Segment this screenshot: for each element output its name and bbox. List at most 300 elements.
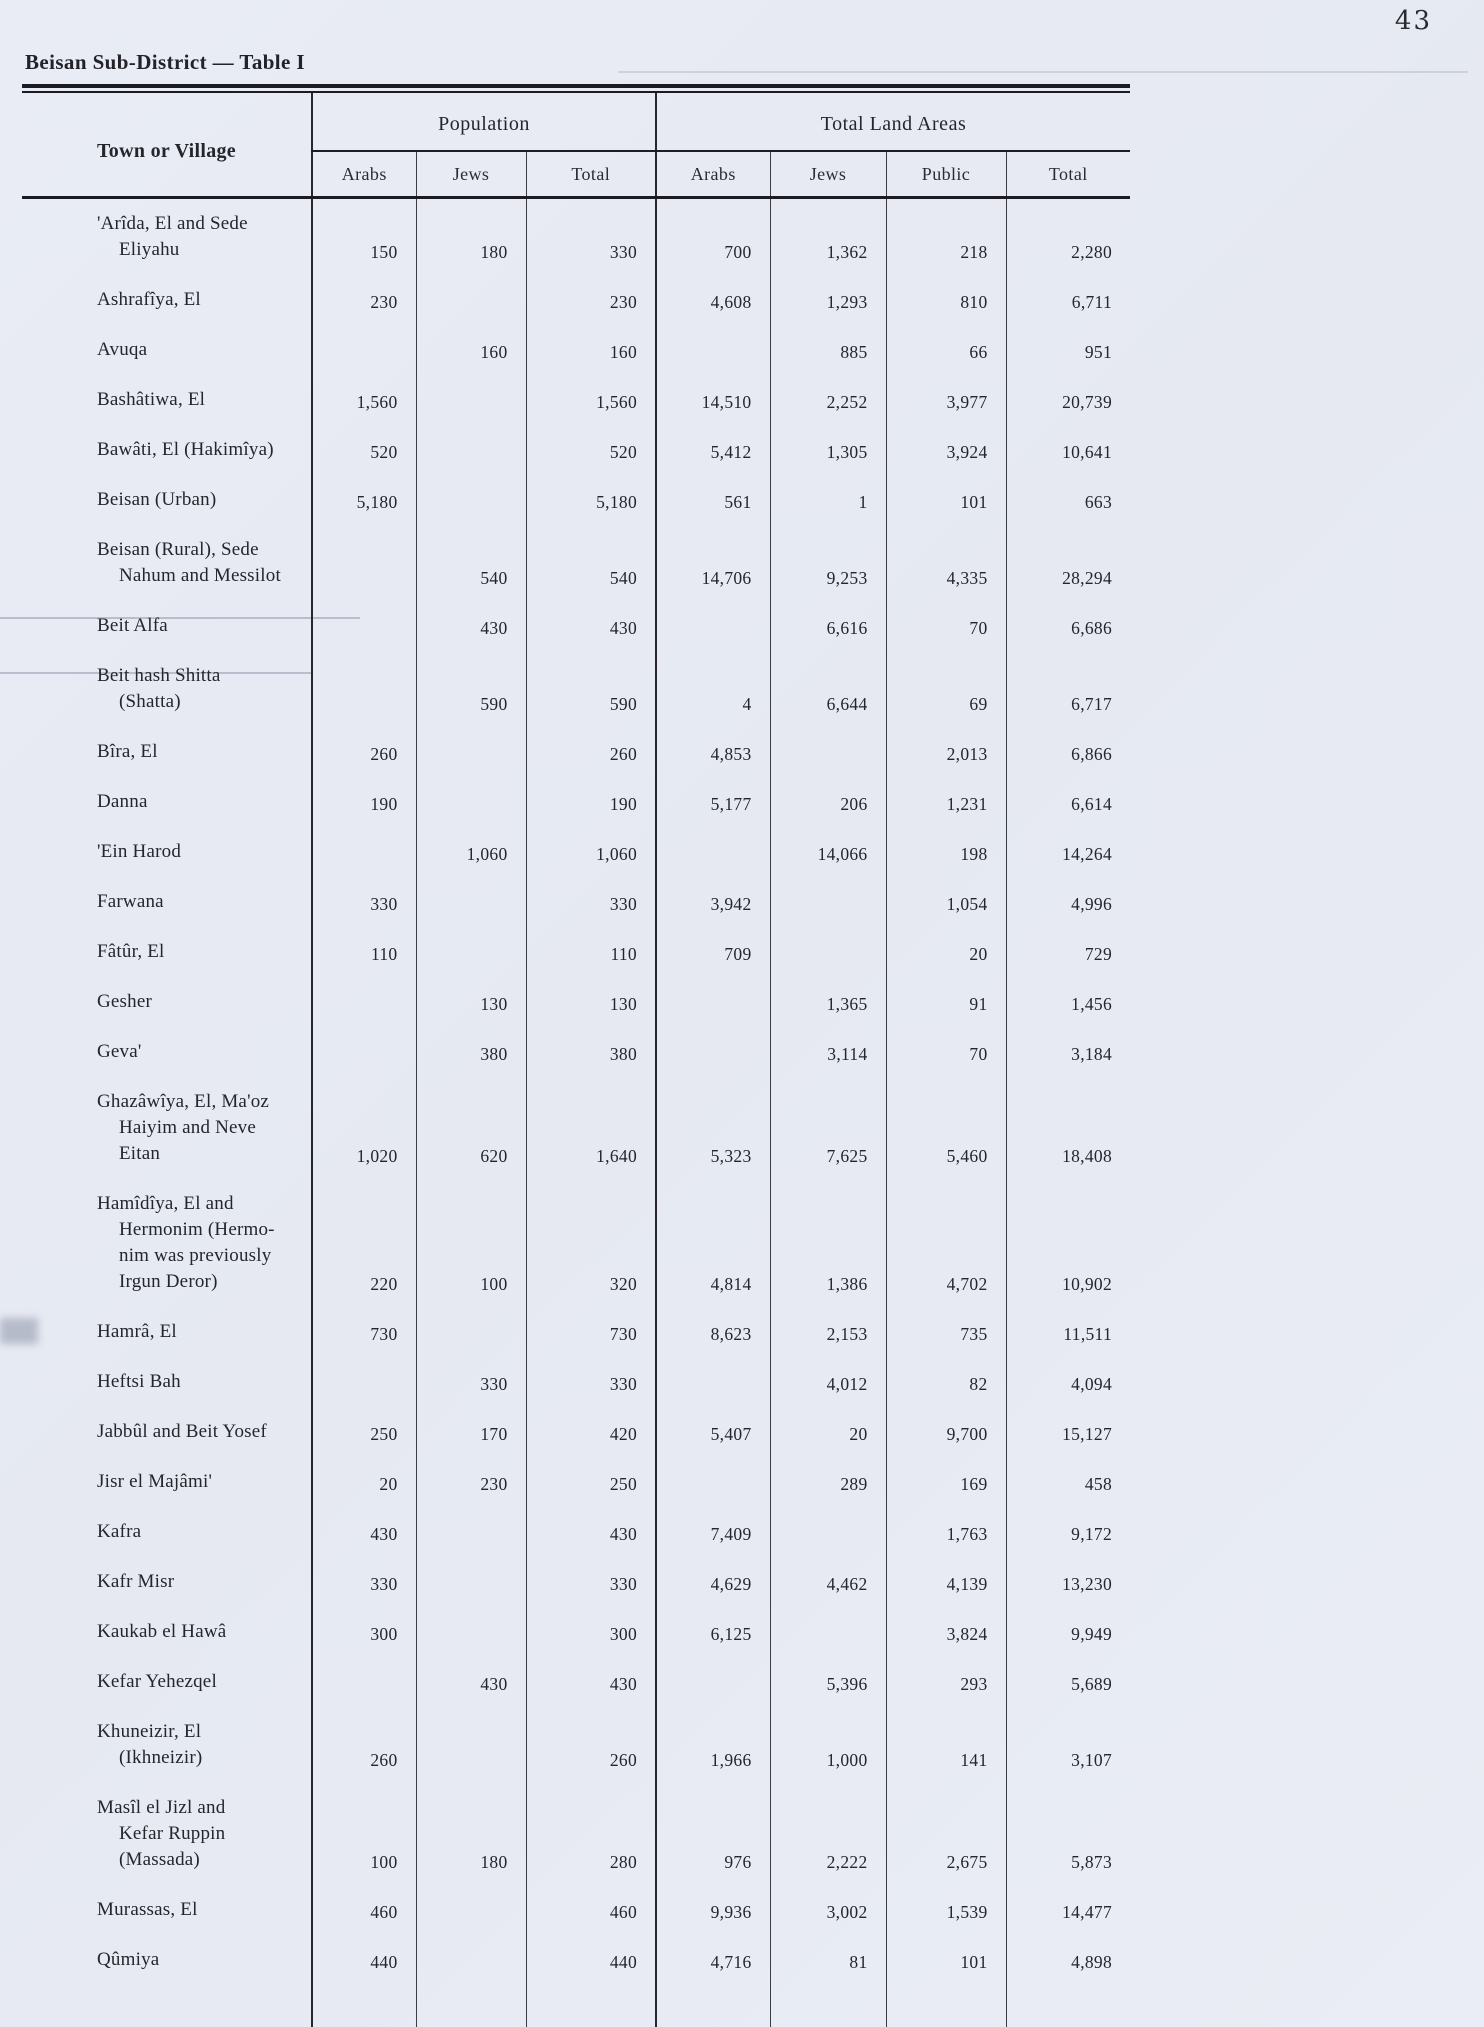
value-cell: 5,412: [656, 425, 770, 475]
town-name-line: Jabbûl and Beit Yosef: [97, 1421, 267, 1442]
value-cell: 81: [770, 1935, 886, 1985]
value-cell: 260: [312, 727, 416, 777]
page-title: Beisan Sub-District — Table I: [25, 50, 305, 74]
town-name-line: Murassas, El: [97, 1899, 198, 1920]
spacer-cell: [656, 1985, 770, 2027]
town-name-cell: [22, 1407, 312, 1457]
value-cell: 730: [526, 1307, 656, 1357]
value-cell: 10,641: [1006, 425, 1130, 475]
value-cell: 280: [526, 1783, 656, 1885]
value-cell: 1,539: [886, 1885, 1006, 1935]
table-row: [22, 651, 1130, 727]
value-cell: 9,700: [886, 1407, 1006, 1457]
value-cell: 6,644: [770, 651, 886, 727]
value-cell: [416, 727, 526, 777]
value-cell: [416, 1885, 526, 1935]
town-name-cell: [22, 1027, 312, 1077]
value-cell: 1,305: [770, 425, 886, 475]
value-cell: 5,177: [656, 777, 770, 827]
town-name-line: Kafra: [97, 1521, 142, 1542]
value-cell: 430: [416, 1657, 526, 1707]
value-cell: 330: [526, 877, 656, 927]
value-cell: 590: [526, 651, 656, 727]
district-table: [22, 93, 1130, 2027]
value-cell: 540: [416, 525, 526, 601]
value-cell: 220: [312, 1179, 416, 1307]
town-name-cell: [22, 777, 312, 827]
value-cell: 4,462: [770, 1557, 886, 1607]
value-cell: 885: [770, 325, 886, 375]
value-cell: [416, 1557, 526, 1607]
table-row: [22, 198, 1130, 276]
value-cell: [416, 1707, 526, 1783]
value-cell: 6,125: [656, 1607, 770, 1657]
value-cell: [416, 1507, 526, 1557]
value-cell: 729: [1006, 927, 1130, 977]
value-cell: 1: [770, 475, 886, 525]
town-name-line: Hermonim (Hermo-: [119, 1219, 275, 1240]
value-cell: 190: [526, 777, 656, 827]
value-cell: [312, 651, 416, 727]
value-cell: 330: [526, 198, 656, 276]
value-cell: [416, 475, 526, 525]
value-cell: 9,253: [770, 525, 886, 601]
value-cell: 330: [312, 1557, 416, 1607]
table-region: [22, 50, 1130, 2027]
value-cell: 4,853: [656, 727, 770, 777]
table-row: [22, 727, 1130, 777]
value-cell: 14,066: [770, 827, 886, 877]
value-cell: 198: [886, 827, 1006, 877]
spacer-cell: [770, 1985, 886, 2027]
value-cell: 4,814: [656, 1179, 770, 1307]
value-cell: 5,460: [886, 1077, 1006, 1179]
town-name-line: Kafr Misr: [97, 1571, 175, 1592]
value-cell: 10,902: [1006, 1179, 1130, 1307]
spacer-cell: [312, 1985, 416, 2027]
value-cell: 4: [656, 651, 770, 727]
value-cell: 330: [526, 1557, 656, 1607]
table-row: [22, 601, 1130, 651]
value-cell: 6,866: [1006, 727, 1130, 777]
town-name-cell: [22, 1657, 312, 1707]
value-cell: 230: [312, 275, 416, 325]
town-name-cell: [22, 198, 312, 276]
value-cell: 4,608: [656, 275, 770, 325]
table-row: [22, 1027, 1130, 1077]
table-row: [22, 1607, 1130, 1657]
value-cell: 2,222: [770, 1783, 886, 1885]
value-cell: 1,231: [886, 777, 1006, 827]
town-name-line: (Ikhneizir): [119, 1747, 203, 1768]
town-name-line: Farwana: [97, 891, 164, 912]
value-cell: 1,060: [526, 827, 656, 877]
value-cell: 14,706: [656, 525, 770, 601]
value-cell: 5,689: [1006, 1657, 1130, 1707]
value-cell: 1,560: [312, 375, 416, 425]
town-name-line: Jisr el Majâmi': [97, 1471, 213, 1492]
town-name-line: Ghazâwîya, El, Ma'oz: [97, 1091, 270, 1112]
town-name-cell: [22, 1935, 312, 1985]
value-cell: 3,977: [886, 375, 1006, 425]
town-name-cell: [22, 1179, 312, 1307]
town-name-cell: [22, 1607, 312, 1657]
value-cell: 5,180: [312, 475, 416, 525]
value-cell: 5,873: [1006, 1783, 1130, 1885]
value-cell: 663: [1006, 475, 1130, 525]
value-cell: 160: [526, 325, 656, 375]
value-cell: 230: [526, 275, 656, 325]
value-cell: 4,335: [886, 525, 1006, 601]
town-name-line: Fâtûr, El: [97, 941, 165, 962]
value-cell: 561: [656, 475, 770, 525]
town-name-line: Heftsi Bah: [97, 1371, 181, 1392]
value-cell: 110: [312, 927, 416, 977]
value-cell: 460: [526, 1885, 656, 1935]
value-cell: 440: [312, 1935, 416, 1985]
table-row: [22, 1077, 1130, 1179]
town-name-line: Irgun Deror): [119, 1271, 218, 1292]
value-cell: [416, 425, 526, 475]
value-cell: 380: [526, 1027, 656, 1077]
table-row: [22, 525, 1130, 601]
town-name-line: Eitan: [119, 1143, 161, 1164]
value-cell: 300: [526, 1607, 656, 1657]
value-cell: 289: [770, 1457, 886, 1507]
town-name-line: (Shatta): [119, 691, 181, 712]
value-cell: 130: [416, 977, 526, 1027]
column-header-land-arabs: Arabs: [656, 151, 770, 198]
value-cell: 169: [886, 1457, 1006, 1507]
group-header-population: Population: [312, 93, 656, 151]
spacer-cell: [886, 1985, 1006, 2027]
value-cell: 2,153: [770, 1307, 886, 1357]
value-cell: 82: [886, 1357, 1006, 1407]
table-row: [22, 1179, 1130, 1307]
value-cell: [656, 977, 770, 1027]
table-row: [22, 877, 1130, 927]
value-cell: 3,107: [1006, 1707, 1130, 1783]
value-cell: 6,711: [1006, 275, 1130, 325]
table-row: [22, 1407, 1130, 1457]
town-name-line: Bashâtiwa, El: [97, 389, 206, 410]
value-cell: 9,172: [1006, 1507, 1130, 1557]
value-cell: 13,230: [1006, 1557, 1130, 1607]
town-name-cell: [22, 651, 312, 727]
value-cell: [312, 1357, 416, 1407]
value-cell: 976: [656, 1783, 770, 1885]
table-header: [22, 93, 1130, 198]
value-cell: 9,936: [656, 1885, 770, 1935]
value-cell: 1,640: [526, 1077, 656, 1179]
town-name-cell: [22, 1077, 312, 1179]
value-cell: 330: [416, 1357, 526, 1407]
value-cell: 100: [312, 1783, 416, 1885]
town-name-cell: [22, 877, 312, 927]
town-name-cell: [22, 1783, 312, 1885]
value-cell: 141: [886, 1707, 1006, 1783]
town-name-line: Gesher: [97, 991, 153, 1012]
value-cell: 1,456: [1006, 977, 1130, 1027]
value-cell: 4,898: [1006, 1935, 1130, 1985]
value-cell: [656, 1027, 770, 1077]
value-cell: [770, 927, 886, 977]
value-cell: 430: [526, 1657, 656, 1707]
value-cell: [770, 1607, 886, 1657]
town-name-cell: [22, 525, 312, 601]
value-cell: 101: [886, 1935, 1006, 1985]
table-row: [22, 827, 1130, 877]
title-rule: [22, 84, 1130, 93]
column-header-pop-jews: Jews: [416, 151, 526, 198]
table-row: [22, 1507, 1130, 1557]
town-name-line: 'Arîda, El and Sede: [97, 213, 248, 234]
value-cell: [416, 275, 526, 325]
value-cell: [416, 375, 526, 425]
value-cell: 3,184: [1006, 1027, 1130, 1077]
table-row: [22, 425, 1130, 475]
town-name-line: Danna: [97, 791, 148, 812]
table-row: [22, 1783, 1130, 1885]
table-row: [22, 325, 1130, 375]
group-header-land-areas: Total Land Areas: [656, 93, 1130, 151]
value-cell: 101: [886, 475, 1006, 525]
table-row: [22, 1885, 1130, 1935]
value-cell: 951: [1006, 325, 1130, 375]
value-cell: 250: [526, 1457, 656, 1507]
value-cell: 70: [886, 601, 1006, 651]
value-cell: 1,000: [770, 1707, 886, 1783]
value-cell: 4,702: [886, 1179, 1006, 1307]
value-cell: 430: [526, 601, 656, 651]
value-cell: 300: [312, 1607, 416, 1657]
town-name-line: Beit hash Shitta: [97, 665, 221, 686]
value-cell: 9,949: [1006, 1607, 1130, 1657]
town-name-line: nim was previously: [119, 1245, 272, 1266]
value-cell: [312, 977, 416, 1027]
value-cell: 260: [312, 1707, 416, 1783]
value-cell: 440: [526, 1935, 656, 1985]
value-cell: 180: [416, 198, 526, 276]
town-name-cell: [22, 601, 312, 651]
value-cell: 7,409: [656, 1507, 770, 1557]
value-cell: 206: [770, 777, 886, 827]
value-cell: [416, 1935, 526, 1985]
table-row: [22, 1707, 1130, 1783]
value-cell: 160: [416, 325, 526, 375]
table-row: [22, 1457, 1130, 1507]
town-name-cell: [22, 375, 312, 425]
town-name-line: Qûmiya: [97, 1949, 160, 1970]
value-cell: 430: [312, 1507, 416, 1557]
value-cell: 100: [416, 1179, 526, 1307]
value-cell: 4,094: [1006, 1357, 1130, 1407]
value-cell: 730: [312, 1307, 416, 1357]
value-cell: 28,294: [1006, 525, 1130, 601]
value-cell: [312, 601, 416, 651]
value-cell: 14,264: [1006, 827, 1130, 877]
value-cell: 1,020: [312, 1077, 416, 1179]
value-cell: 230: [416, 1457, 526, 1507]
value-cell: [416, 1307, 526, 1357]
value-cell: 3,002: [770, 1885, 886, 1935]
town-name-cell: [22, 275, 312, 325]
table-body: [22, 198, 1130, 2027]
value-cell: 218: [886, 198, 1006, 276]
town-name-cell: [22, 475, 312, 525]
value-cell: 2,675: [886, 1783, 1006, 1885]
value-cell: 293: [886, 1657, 1006, 1707]
table-row: [22, 777, 1130, 827]
town-name-cell: [22, 1307, 312, 1357]
town-name-cell: [22, 927, 312, 977]
value-cell: 2,280: [1006, 198, 1130, 276]
value-cell: [656, 1357, 770, 1407]
value-cell: 420: [526, 1407, 656, 1457]
value-cell: 330: [312, 877, 416, 927]
value-cell: 7,625: [770, 1077, 886, 1179]
town-name-line: Kefar Ruppin: [119, 1823, 226, 1844]
town-name-cell: [22, 977, 312, 1027]
value-cell: 69: [886, 651, 1006, 727]
value-cell: 1,293: [770, 275, 886, 325]
value-cell: 1,054: [886, 877, 1006, 927]
town-name-line: Geva': [97, 1041, 142, 1062]
value-cell: 91: [886, 977, 1006, 1027]
value-cell: 20: [770, 1407, 886, 1457]
value-cell: 14,510: [656, 375, 770, 425]
value-cell: 709: [656, 927, 770, 977]
value-cell: 190: [312, 777, 416, 827]
value-cell: 320: [526, 1179, 656, 1307]
value-cell: 5,180: [526, 475, 656, 525]
value-cell: 520: [312, 425, 416, 475]
value-cell: [312, 525, 416, 601]
table-continuation-spacer: [22, 1985, 1130, 2027]
value-cell: 5,407: [656, 1407, 770, 1457]
column-header-land-jews: Jews: [770, 151, 886, 198]
value-cell: 1,560: [526, 375, 656, 425]
group-header-row: [22, 93, 1130, 151]
value-cell: [416, 1607, 526, 1657]
table-row: [22, 927, 1130, 977]
value-cell: 2,252: [770, 375, 886, 425]
spacer-cell: [1006, 1985, 1130, 2027]
table-row: [22, 1357, 1130, 1407]
value-cell: 700: [656, 198, 770, 276]
value-cell: 430: [416, 601, 526, 651]
value-cell: [312, 827, 416, 877]
value-cell: [312, 325, 416, 375]
value-cell: 6,616: [770, 601, 886, 651]
table-row: [22, 375, 1130, 425]
value-cell: 70: [886, 1027, 1006, 1077]
town-name-line: Haiyim and Neve: [119, 1117, 257, 1138]
table-row: [22, 1935, 1130, 1985]
town-name-line: Ashrafîya, El: [97, 289, 201, 310]
town-name-cell: [22, 1885, 312, 1935]
value-cell: [770, 877, 886, 927]
column-header-land-total: Total: [1006, 151, 1130, 198]
town-name-line: Kaukab el Hawâ: [97, 1621, 227, 1642]
town-name-line: Avuqa: [97, 339, 148, 360]
value-cell: 4,716: [656, 1935, 770, 1985]
value-cell: [312, 1657, 416, 1707]
column-header-land-public: Public: [886, 151, 1006, 198]
value-cell: 20: [886, 927, 1006, 977]
value-cell: [416, 927, 526, 977]
value-cell: 11,511: [1006, 1307, 1130, 1357]
value-cell: 1,362: [770, 198, 886, 276]
value-cell: 260: [526, 727, 656, 777]
town-name-line: (Massada): [119, 1849, 200, 1870]
value-cell: [770, 1507, 886, 1557]
value-cell: 5,396: [770, 1657, 886, 1707]
value-cell: 620: [416, 1077, 526, 1179]
value-cell: 4,012: [770, 1357, 886, 1407]
value-cell: 4,629: [656, 1557, 770, 1607]
column-header-pop-arabs: Arabs: [312, 151, 416, 198]
town-name-cell: [22, 1457, 312, 1507]
value-cell: 170: [416, 1407, 526, 1457]
town-name-line: Hamîdîya, El and: [97, 1193, 234, 1214]
value-cell: 1,365: [770, 977, 886, 1027]
value-cell: 330: [526, 1357, 656, 1407]
town-name-line: Beisan (Urban): [97, 489, 217, 510]
value-cell: 20: [312, 1457, 416, 1507]
value-cell: 6,717: [1006, 651, 1130, 727]
value-cell: 430: [526, 1507, 656, 1557]
value-cell: 810: [886, 275, 1006, 325]
table-row: [22, 977, 1130, 1027]
value-cell: 1,966: [656, 1707, 770, 1783]
value-cell: 150: [312, 198, 416, 276]
value-cell: 4,996: [1006, 877, 1130, 927]
value-cell: 4,139: [886, 1557, 1006, 1607]
table-row: [22, 1657, 1130, 1707]
value-cell: 458: [1006, 1457, 1130, 1507]
column-header-pop-total: Total: [526, 151, 656, 198]
value-cell: 14,477: [1006, 1885, 1130, 1935]
town-name-line: Eliyahu: [119, 239, 180, 260]
value-cell: [656, 1457, 770, 1507]
table-row: [22, 1557, 1130, 1607]
town-name-cell: [22, 827, 312, 877]
value-cell: [416, 777, 526, 827]
town-name-line: 'Ein Harod: [97, 841, 182, 862]
value-cell: [656, 601, 770, 651]
value-cell: 130: [526, 977, 656, 1027]
value-cell: 66: [886, 325, 1006, 375]
value-cell: 3,924: [886, 425, 1006, 475]
value-cell: 110: [526, 927, 656, 977]
value-cell: [770, 727, 886, 777]
value-cell: 540: [526, 525, 656, 601]
value-cell: [656, 325, 770, 375]
town-name-line: Beit Alfa: [97, 615, 168, 636]
town-name-cell: [22, 1707, 312, 1783]
value-cell: 5,323: [656, 1077, 770, 1179]
value-cell: 250: [312, 1407, 416, 1457]
spacer-cell: [416, 1985, 526, 2027]
value-cell: 6,614: [1006, 777, 1130, 827]
table-row: [22, 1307, 1130, 1357]
page-number: 43: [1394, 6, 1432, 36]
value-cell: [416, 877, 526, 927]
value-cell: 735: [886, 1307, 1006, 1357]
value-cell: [656, 1657, 770, 1707]
column-header-town: Town or Village: [22, 93, 312, 198]
